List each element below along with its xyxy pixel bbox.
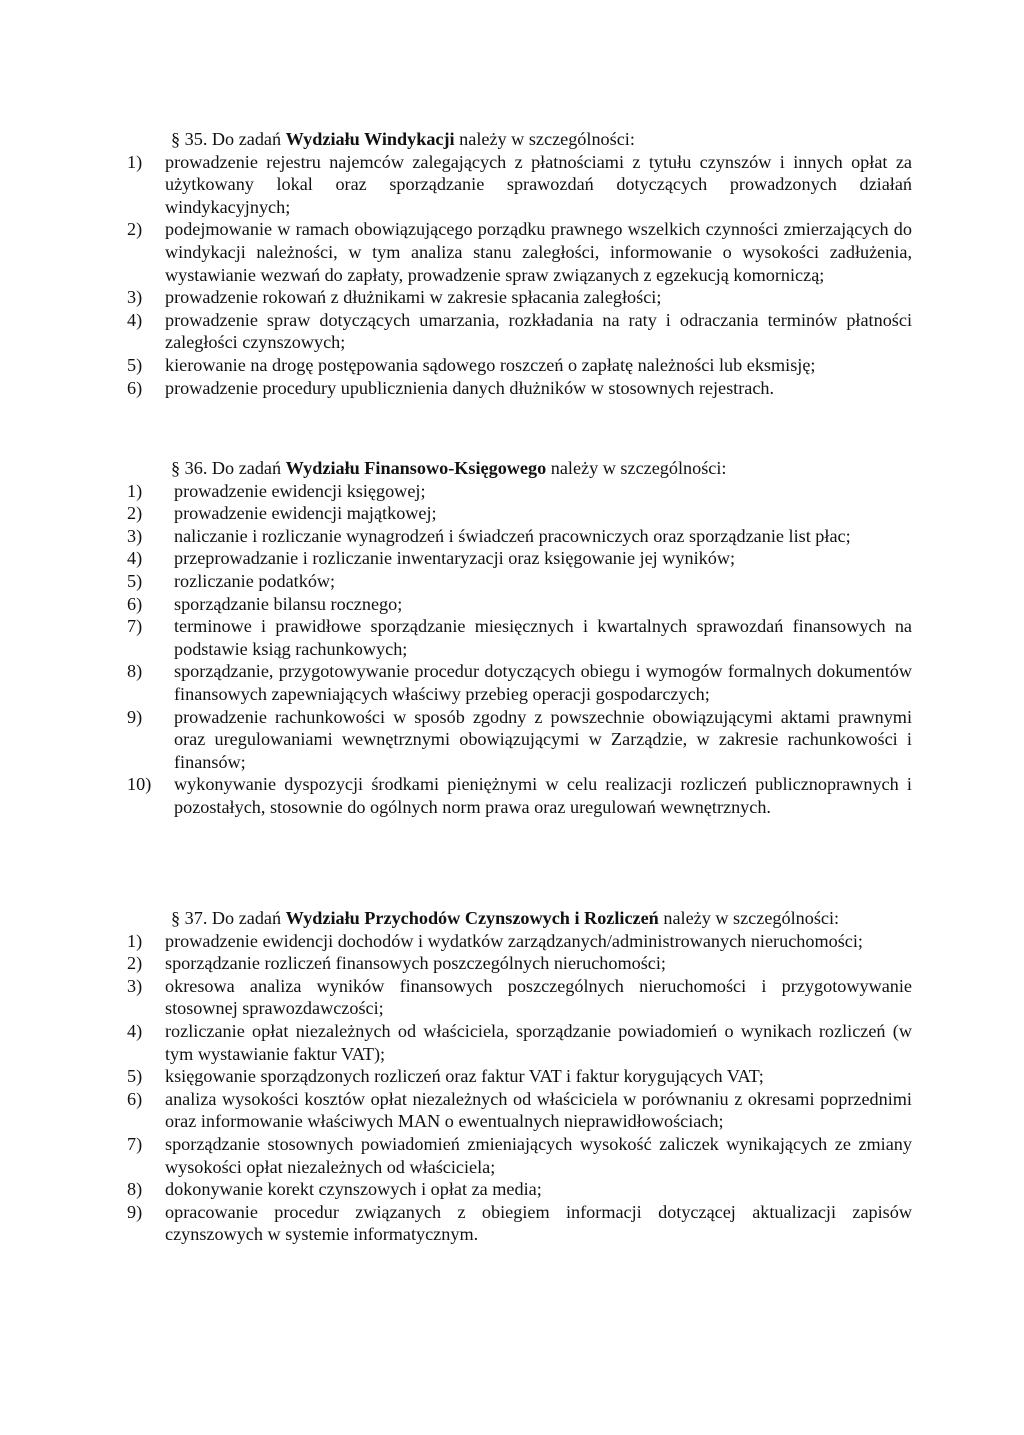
item-number: 2) [127, 953, 143, 974]
list-item [127, 377, 912, 400]
item-number: 5) [127, 570, 143, 591]
item-text: prowadzenie procedury upublicznienia danych dłużników w stosownych rejestrach. [165, 377, 775, 398]
item-number: 3) [127, 975, 143, 996]
list-item [127, 1088, 912, 1133]
unit-name: Wydziału Windykacji [285, 129, 455, 149]
list-item [127, 286, 912, 309]
section-heading [127, 457, 912, 480]
item-text: podejmowanie w ramach obowiązującego porządku prawnego wszelkich czynności zmierzających do windykacji należności, w tym analiza stanu zaległości, informowanie o wysokości zadłużenia, wystawianie wezwań do zapłaty, prowadzenie spraw związanych z egzekucją komorniczą; [165, 219, 912, 285]
list-item [127, 151, 912, 219]
item-text: prowadzenie spraw dotyczących umarzania, rozkładania na raty i odraczania terminów płatności zaległości czynszowych; [165, 309, 912, 353]
item-number: 2) [127, 503, 143, 524]
item-number: 3) [127, 287, 143, 308]
item-text: prowadzenie rachunkowości w sposób zgodny z powszechnie obowiązującymi aktami prawnymi oraz uregulowaniami wewnętrznymi obowiązującymi w Zarządzie, w zakresie rachunkowości i finansów; [174, 706, 912, 772]
list-item [127, 660, 912, 705]
item-number: 6) [127, 1088, 143, 1109]
heading-intro: Do zadań [211, 908, 282, 928]
paragraph-number: § 37. [171, 908, 208, 928]
item-number: 7) [127, 1133, 143, 1154]
list-item [127, 975, 912, 1020]
section-heading [127, 907, 912, 930]
list-item [127, 480, 912, 503]
list-item [127, 570, 912, 593]
item-text: przeprowadzanie i rozliczanie inwentaryzacji oraz księgowanie jej wyników; [174, 548, 736, 569]
item-number: 9) [127, 1201, 143, 1222]
item-number: 8) [127, 661, 143, 682]
item-text: sporządzanie stosownych powiadomień zmieniających wysokość zaliczek wynikających ze zmiany wysokości opłat niezależnych od właściciela; [165, 1133, 912, 1177]
heading-intro: Do zadań [211, 458, 282, 478]
item-text: prowadzenie ewidencji majątkowej; [174, 503, 437, 524]
list-item [127, 773, 912, 818]
item-text: rozliczanie podatków; [174, 570, 336, 591]
list-item [127, 547, 912, 570]
item-text: terminowe i prawidłowe sporządzanie miesięcznych i kwartalnych sprawozdań finansowych na podstawie ksiąg rachunkowych; [174, 616, 912, 659]
section-35 [127, 128, 912, 399]
item-number: 3) [127, 525, 143, 546]
list-item [127, 502, 912, 525]
item-text: księgowanie sporządzonych rozliczeń oraz faktur VAT i faktur korygujących VAT; [165, 1066, 764, 1087]
heading-intro: Do zadań [211, 129, 282, 149]
item-text: kierowanie na drogę postępowania sądowego roszczeń o zapłatę należności lub eksmisję; [165, 354, 816, 375]
section-37 [127, 907, 912, 1246]
unit-name: Wydziału Przychodów Czynszowych i Rozliczeń [285, 908, 659, 928]
item-number: 4) [127, 1020, 143, 1041]
heading-outro: należy w szczególności: [459, 129, 635, 149]
list-item [127, 525, 912, 548]
item-text: naliczanie i rozliczanie wynagrodzeń i świadczeń pracowniczych oraz sporządzanie list płac; [174, 525, 851, 546]
heading-outro: należy w szczególności: [550, 458, 727, 478]
list-item [127, 309, 912, 354]
item-number: 8) [127, 1179, 143, 1200]
item-text: wykonywanie dyspozycji środkami pieniężnymi w celu realizacji rozliczeń publicznoprawnych i pozostałych, stosownie do ogólnych norm prawa oraz uregulowań wewnętrznych. [174, 774, 912, 817]
item-text: analiza wysokości kosztów opłat niezależnych od właściciela w porównaniu z okresami poprzednimi oraz informowanie właściwych MAN o ewentualnych nieprawidłowościach; [165, 1088, 912, 1132]
item-number: 4) [127, 548, 143, 569]
item-text: prowadzenie rejestru najemców zalegających z płatnościami z tytułu czynszów i innych opłat za użytkowany lokal oraz sporządzanie sprawozdań dotyczących prowadzonych działań windykacyjnych; [165, 151, 912, 217]
item-text: okresowa analiza wyników finansowych poszczególnych nieruchomości i przygotowywanie stosownej sprawozdawczości; [165, 975, 912, 1019]
task-list [127, 930, 912, 1246]
task-list [127, 480, 912, 819]
item-number: 5) [127, 1066, 143, 1087]
heading-outro: należy w szczególności: [663, 908, 840, 928]
list-item [127, 1201, 912, 1246]
list-item [127, 952, 912, 975]
item-text: rozliczanie opłat niezależnych od właściciela, sporządzanie powiadomień o wynikach rozliczeń (w tym wystawianie faktur VAT); [165, 1020, 912, 1064]
list-item [127, 1178, 912, 1201]
list-item [127, 615, 912, 660]
item-number: 4) [127, 309, 143, 330]
item-number: 6) [127, 593, 143, 614]
list-item [127, 1133, 912, 1178]
item-number: 1) [127, 480, 143, 501]
list-item [127, 354, 912, 377]
item-number: 1) [127, 930, 143, 951]
item-number: 9) [127, 706, 143, 727]
item-number: 2) [127, 219, 143, 240]
item-text: prowadzenie rokowań z dłużnikami w zakresie spłacania zaległości; [165, 287, 662, 308]
list-item [127, 706, 912, 774]
item-text: sporządzanie, przygotowywanie procedur dotyczących obiegu i wymogów formalnych dokumentów finansowych zapewniających właściwy przebieg operacji gospodarczych; [174, 661, 912, 704]
item-text: dokonywanie korekt czynszowych i opłat za media; [165, 1179, 542, 1200]
list-item [127, 1065, 912, 1088]
list-item [127, 218, 912, 286]
section-heading [127, 128, 912, 151]
list-item [127, 930, 912, 953]
item-text: sporządzanie rozliczeń finansowych poszczególnych nieruchomości; [165, 953, 666, 974]
section-36 [127, 457, 912, 819]
item-text: prowadzenie ewidencji księgowej; [174, 480, 426, 501]
list-item [127, 1020, 912, 1065]
item-number: 10) [127, 774, 152, 795]
item-number: 5) [127, 354, 143, 375]
item-number: 6) [127, 377, 143, 398]
item-number: 7) [127, 616, 143, 637]
task-list [127, 151, 912, 400]
item-number: 1) [127, 151, 143, 172]
unit-name: Wydziału Finansowo-Księgowego [285, 458, 547, 478]
item-text: opracowanie procedur związanych z obiegiem informacji dotyczącej aktualizacji zapisów czynszowych w systemie informatycznym. [165, 1201, 912, 1245]
paragraph-number: § 35. [171, 129, 208, 149]
item-text: sporządzanie bilansu rocznego; [174, 593, 403, 614]
list-item [127, 593, 912, 616]
paragraph-number: § 36. [171, 458, 208, 478]
item-text: prowadzenie ewidencji dochodów i wydatków zarządzanych/administrowanych nieruchomości; [165, 930, 863, 951]
